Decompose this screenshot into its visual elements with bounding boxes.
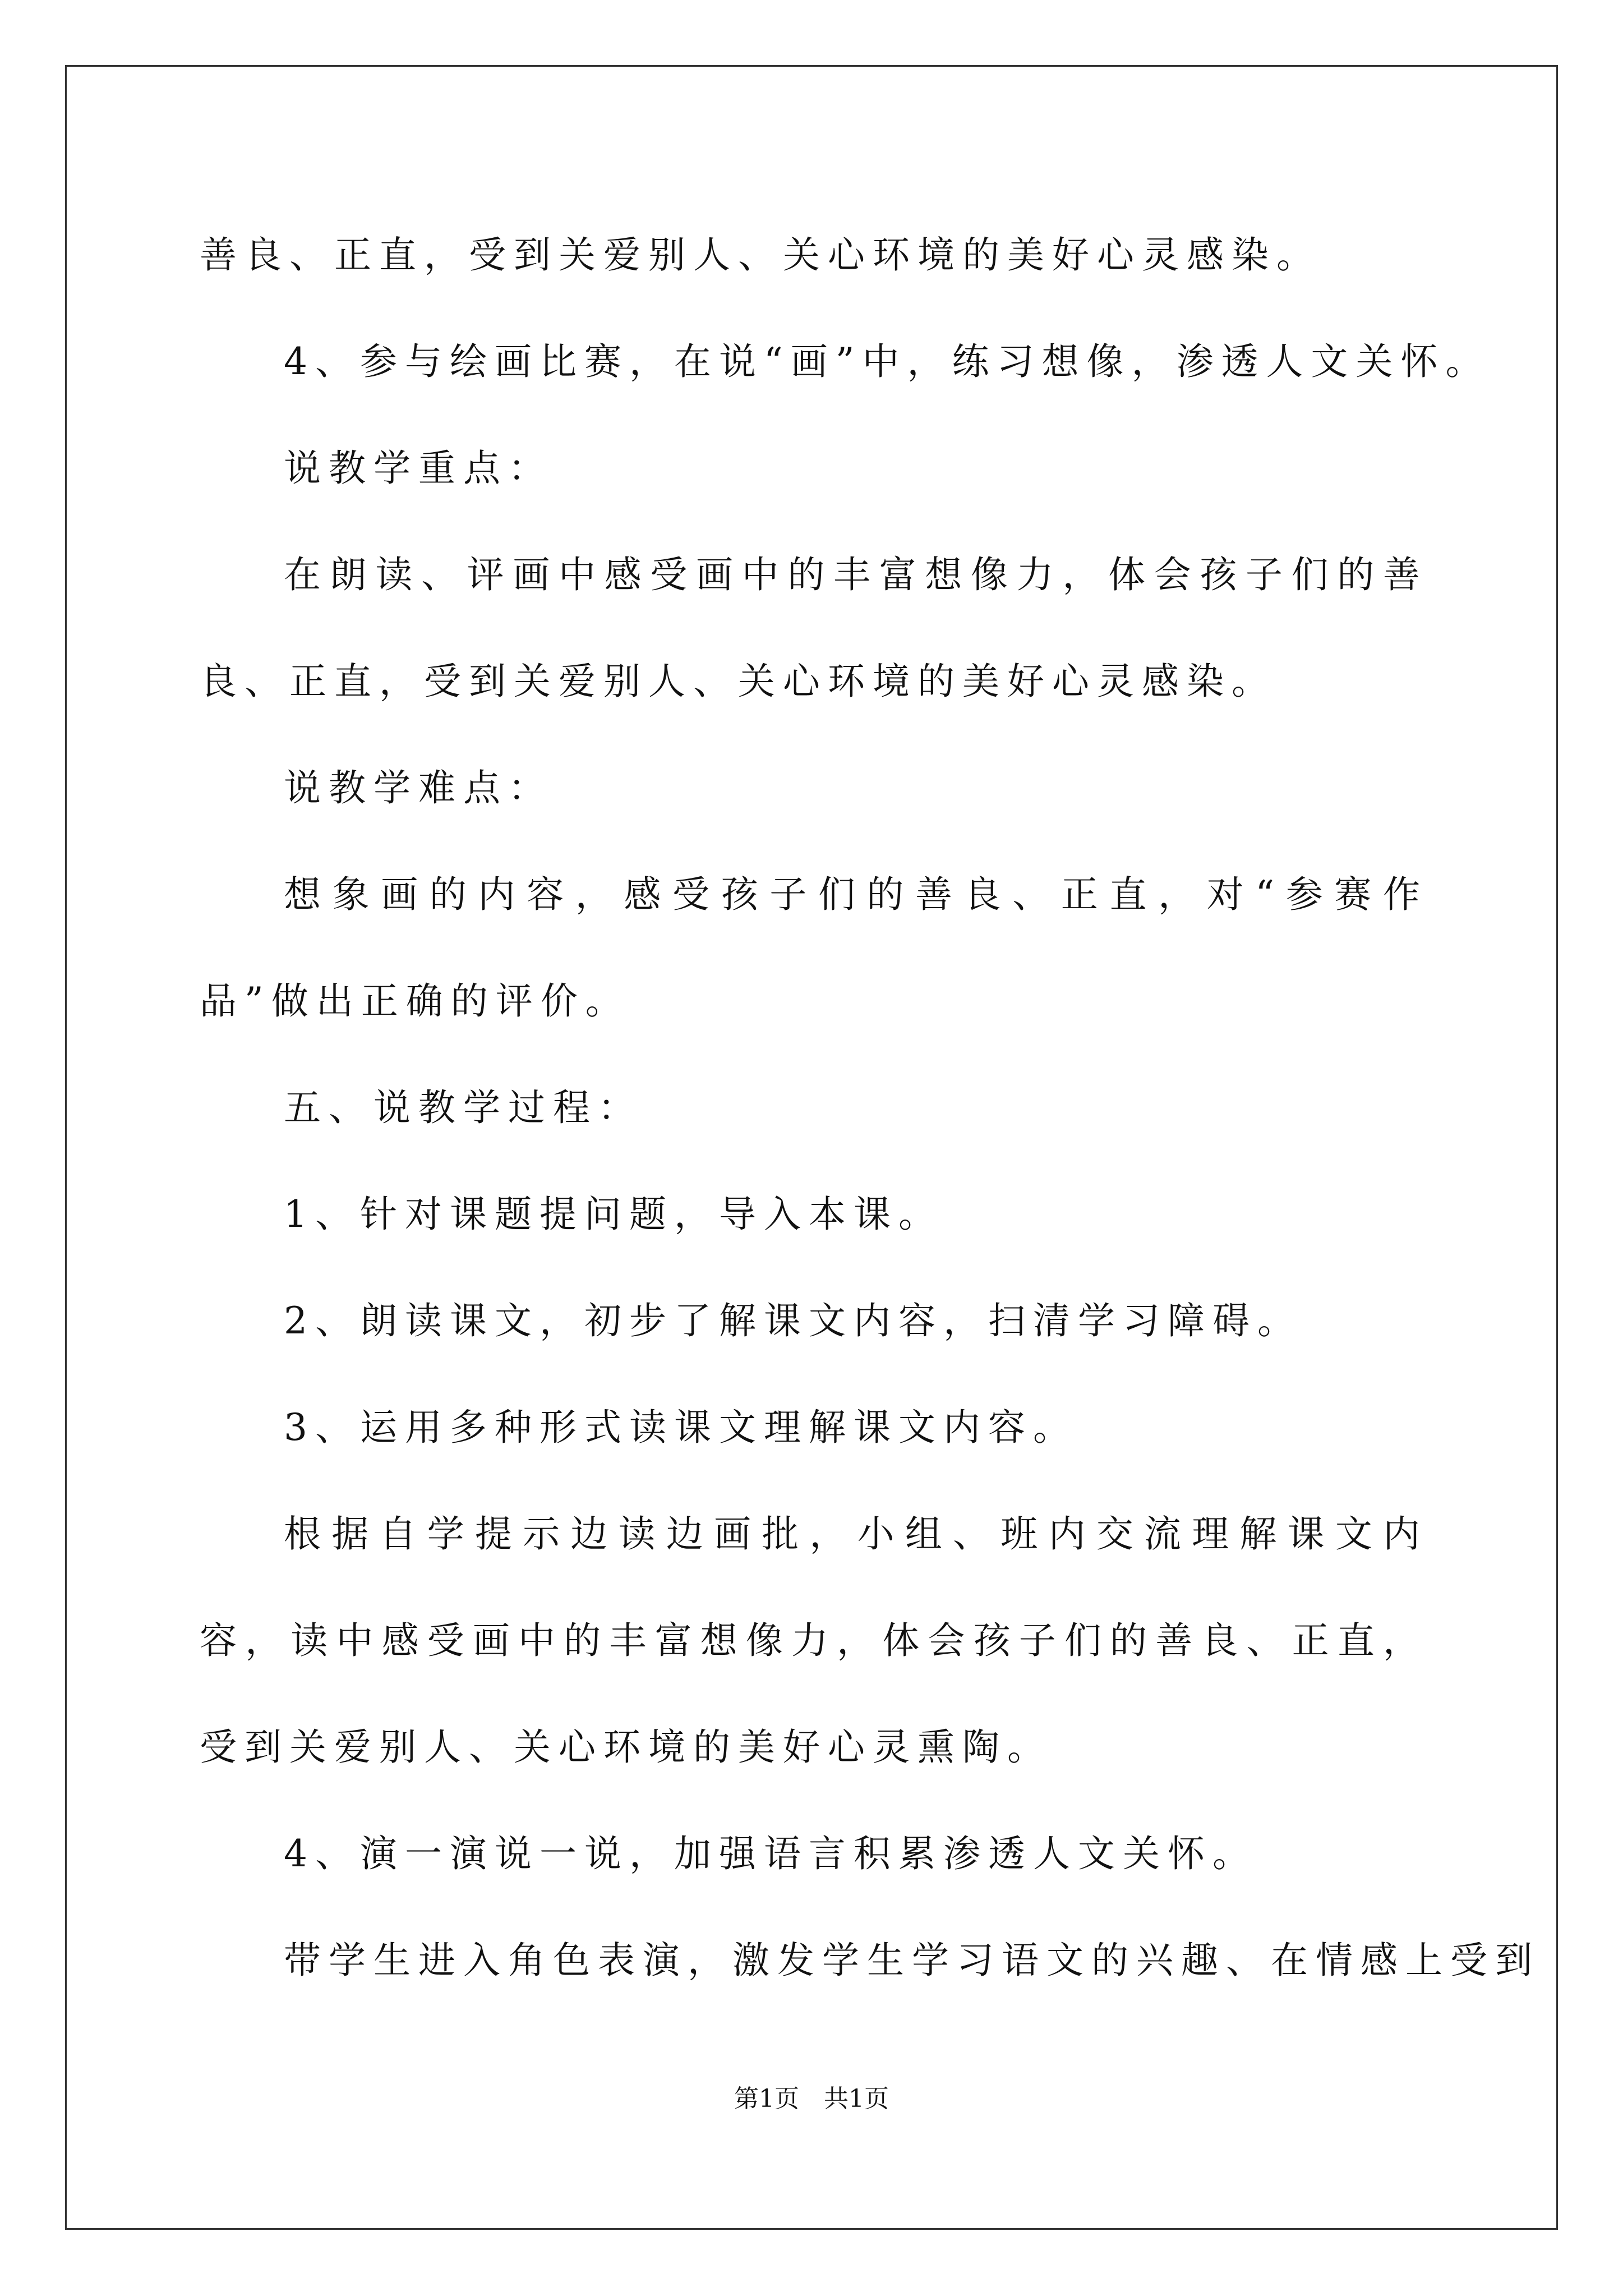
paragraph-teaching-focus-heading: 说教学重点：	[284, 447, 553, 490]
paragraph-4: 在朗读、评画中感受画中的丰富想像力，体会孩子们的善良、正直，受到关爱别人、关心环境的美好心灵感染。	[200, 553, 1428, 703]
paragraph-10: 3、运用多种形式读课文理解课文内容。	[284, 1406, 1078, 1449]
paragraph-teaching-difficulty-heading: 说教学难点：	[284, 766, 553, 809]
paragraph-9: 2、朗读课文，初步了解课文内容，扫清学习障碍。	[284, 1299, 1302, 1342]
paragraph-1: 善良、正直，受到关爱别人、关心环境的美好心灵感染。	[200, 233, 1321, 277]
paragraph-11: 根据自学提示边读边画批，小组、班内交流理解课文内容，读中感受画中的丰富想像力，体会孩子们的善良、正直，受到关爱别人、关心环境的美好心灵熏陶。	[200, 1512, 1428, 1769]
document-body	[200, 202, 1540, 2014]
paragraph-8: 1、针对课题提问题，导入本课。	[284, 1193, 943, 1236]
page-footer: 第1页 共1页	[734, 2085, 889, 2113]
paragraph-teaching-process-heading: 五、说教学过程：	[284, 1086, 643, 1129]
paragraph-12: 4、演一演说一说，加强语言积累渗透人文关怀。	[284, 1832, 1257, 1875]
paragraph-13: 带学生进入角色表演，激发学生学习语文的兴趣、在情感上受到	[284, 1939, 1540, 1982]
paragraph-2: 4、参与绘画比赛，在说“画”中，练习想像，渗透人文关怀。	[284, 340, 1491, 383]
paragraph-6: 想象画的内容，感受孩子们的善良、正直，对“参赛作品”做出正确的评价。	[200, 873, 1428, 1023]
